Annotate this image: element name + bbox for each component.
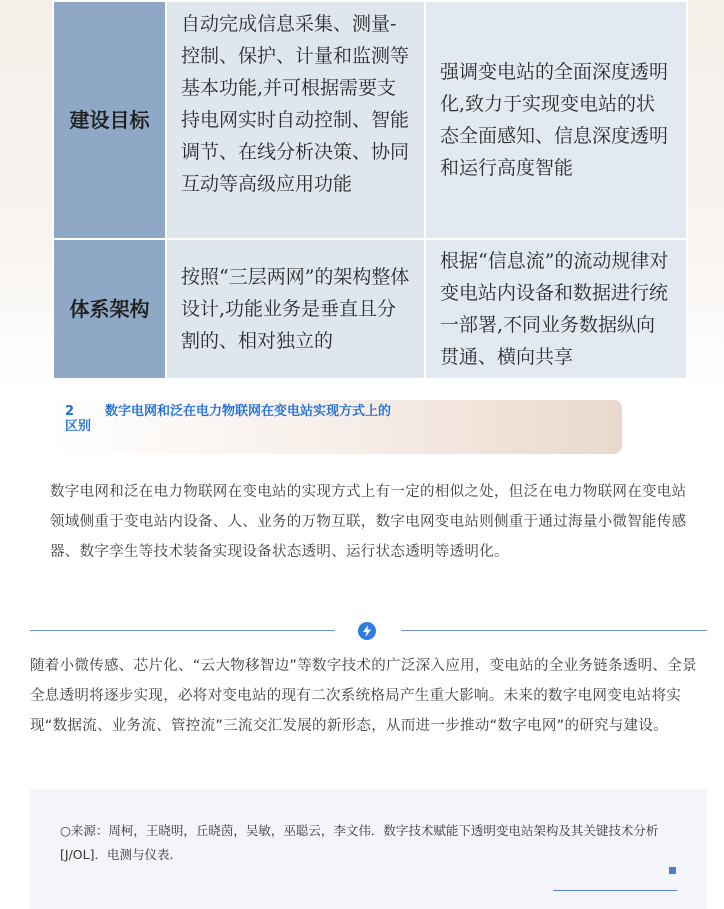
table-cell-traditional-architecture: 按照“三层两网”的架构整体设计,功能业务是垂直且分割的、相对独立的 <box>166 239 425 379</box>
table-row <box>53 239 687 379</box>
comparison-table <box>52 0 688 380</box>
source-citation-text: ○来源：周柯，王晓明，丘晓茵，吴敏，巫聪云，李文伟．数字技术赋能下透明变电站架构及其关键技术分析[J/OL]．电测与仪表. <box>60 823 659 862</box>
comparison-table-area <box>0 0 724 392</box>
source-citation-box <box>30 789 707 909</box>
divider-right-line <box>401 630 707 631</box>
section-number: 2 <box>65 404 75 419</box>
divider-left-line <box>30 630 335 631</box>
lightning-bolt-icon <box>358 622 376 640</box>
table-cell-transparent-goal: 强调变电站的全面深度透明化,致力于实现变电站的状态全面感知、信息深度透明和运行高度智能 <box>425 1 687 239</box>
table-cell-transparent-architecture: 根据“信息流”的流动规律对变电站内设备和数据进行统一部署,不同业务数据纵向贯通、横向共享 <box>425 239 687 379</box>
row-header-architecture: 体系架构 <box>53 239 166 379</box>
section-title: 数字电网和泛在电力物联网在变电站实现方式上的区别 <box>65 404 392 434</box>
corner-square-decoration <box>669 867 676 874</box>
table-cell-traditional-goal: 自动完成信息采集、测量-控制、保护、计量和监测等基本功能,并可根据需要支持电网实时自动控制、智能调节、在线分析决策、协同互动等高级应用功能 <box>166 1 425 239</box>
paragraph-comparison: 数字电网和泛在电力物联网在变电站的实现方式上有一定的相似之处，但泛在电力物联网在变电站领域侧重于变电站内设备、人、业务的万物互联，数字电网变电站则侧重于通过海量小微智能传感器、数字孪生等技术装备实现设备状态透明、运行状态透明等透明化。 <box>50 484 687 560</box>
row-header-goal: 建设目标 <box>53 1 166 239</box>
corner-line-decoration <box>553 890 677 891</box>
section-heading-banner <box>52 400 622 454</box>
paragraph-outlook: 随着小微传感、芯片化、“云大物移智边”等数字技术的广泛深入应用，变电站的全业务链条透明、全景全息透明将逐步实现，必将对变电站的现有二次系统格局产生重大影响。未来的数字电网变电站将实现“数据流、业务流、管控流”三流交汇发展的新形态，从而进一步推动“数字电网”的研究与建设。 <box>30 658 697 734</box>
table-row <box>53 1 687 239</box>
